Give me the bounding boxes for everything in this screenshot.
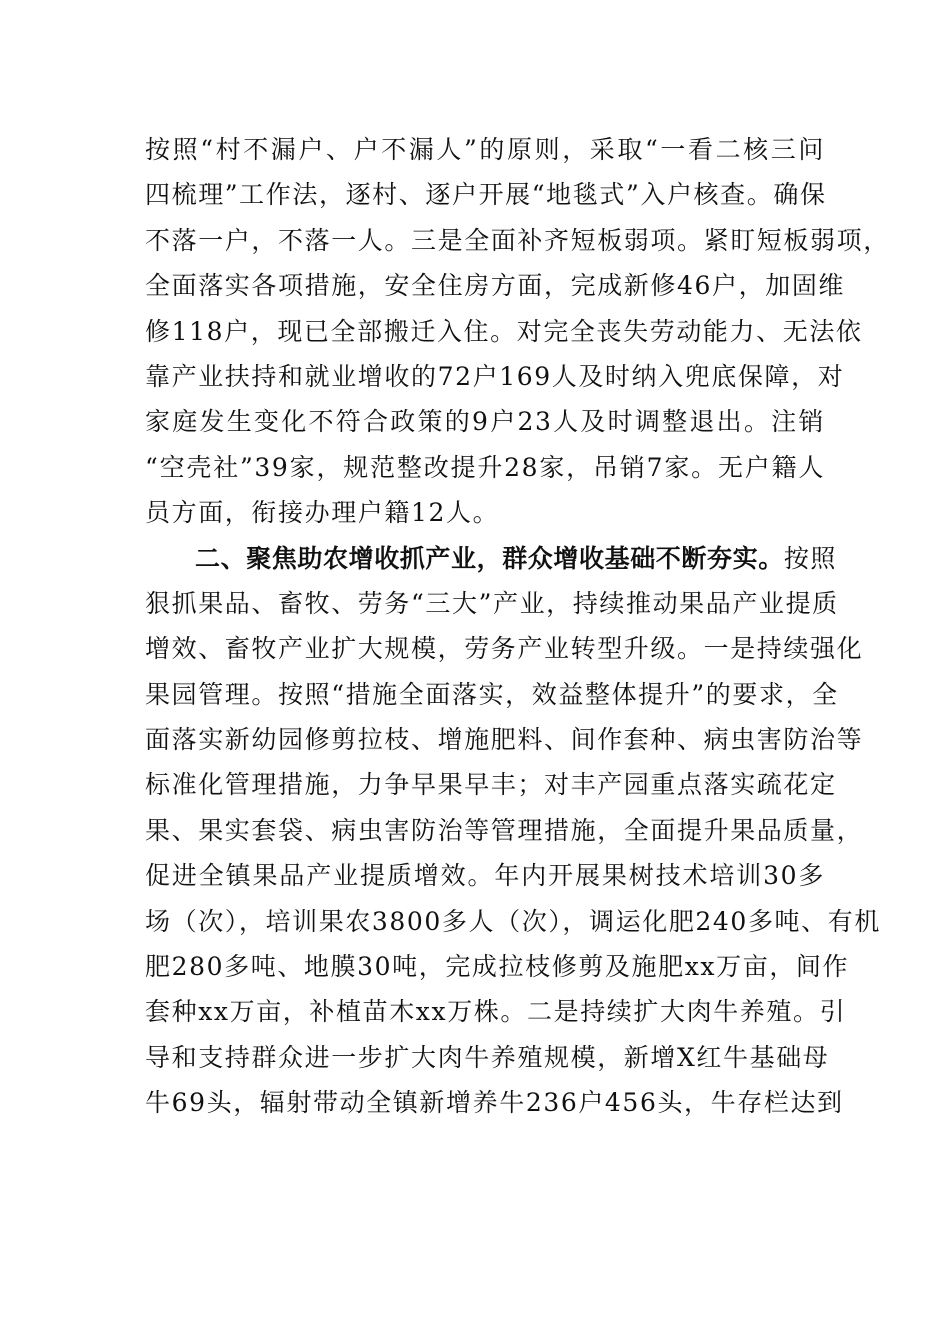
- text-line: 狠抓果品、畜牧、劳务“三大”产业，持续推动果品产业提质: [145, 588, 839, 618]
- text-line: 标准化管理措施，力争早果早丰；对丰产园重点落实疏花定: [145, 770, 837, 800]
- text-line: 靠产业扶持和就业增收的72户169人及时纳入兜底保障，对: [145, 361, 845, 391]
- text-line: 牛69头，辐射带动全镇新增养牛236户456头，牛存栏达到: [145, 1088, 844, 1118]
- text-line: 果、果实套袋、病虫害防治等管理措施，全面提升果品质量，: [145, 815, 864, 845]
- text-line: 肥280多吨、地膜30吨，完成拉枝修剪及施肥xx万亩，间作: [145, 952, 850, 982]
- text-line: 面落实新幼园修剪拉枝、增施肥料、间作套种、病虫害防治等: [145, 725, 864, 755]
- text-line: 导和支持群众进一步扩大肉牛养殖规模，新增X红牛基础母: [145, 1042, 830, 1072]
- text-line: 果园管理。按照“措施全面落实，效益整体提升”的要求，全: [145, 679, 839, 709]
- text-line: 四梳理”工作法，逐村、逐户开展“地毯式”入户核查。确保: [145, 180, 827, 210]
- text-line: “空壳社”39家，规范整改提升28家，吊销7家。无户籍人: [145, 452, 825, 482]
- text-line: 修118户，现已全部搬迁入住。对完全丧失劳动能力、无法依: [145, 316, 863, 346]
- text-line: 家庭发生变化不符合政策的9户23人及时调整退出。注销: [145, 407, 825, 437]
- text-line: 不落一户，不落一人。三是全面补齐短板弱项。紧盯短板弱项，: [145, 225, 890, 255]
- text-line: 员方面，衔接办理户籍12人。: [145, 498, 500, 528]
- text-line: 按照“村不漏户、户不漏人”的原则，采取“一看二核三问: [145, 135, 825, 164]
- text-line: 场（次），培训果农3800多人（次），调运化肥240多吨、有机: [145, 906, 881, 936]
- text-line: 促进全镇果品产业提质增效。年内开展果树技术培训30多: [145, 861, 825, 891]
- document-page: [145, 127, 890, 1126]
- text-line: 套种xx万亩，补植苗木xx万株。二是持续扩大肉牛养殖。引: [145, 997, 847, 1027]
- section-heading: 二、聚焦助农增收抓产业，群众增收基础不断夯实。: [195, 543, 784, 573]
- paragraph-1: [145, 127, 890, 536]
- text-run: 按照: [783, 543, 838, 573]
- text-line: 全面落实各项措施，安全住房方面，完成新修46户，加固维: [145, 271, 846, 301]
- section-heading-line: [145, 536, 838, 581]
- text-line: 增效、畜牧产业扩大规模，劳务产业转型升级。一是持续强化: [145, 634, 864, 664]
- paragraph-2: [145, 536, 881, 1126]
